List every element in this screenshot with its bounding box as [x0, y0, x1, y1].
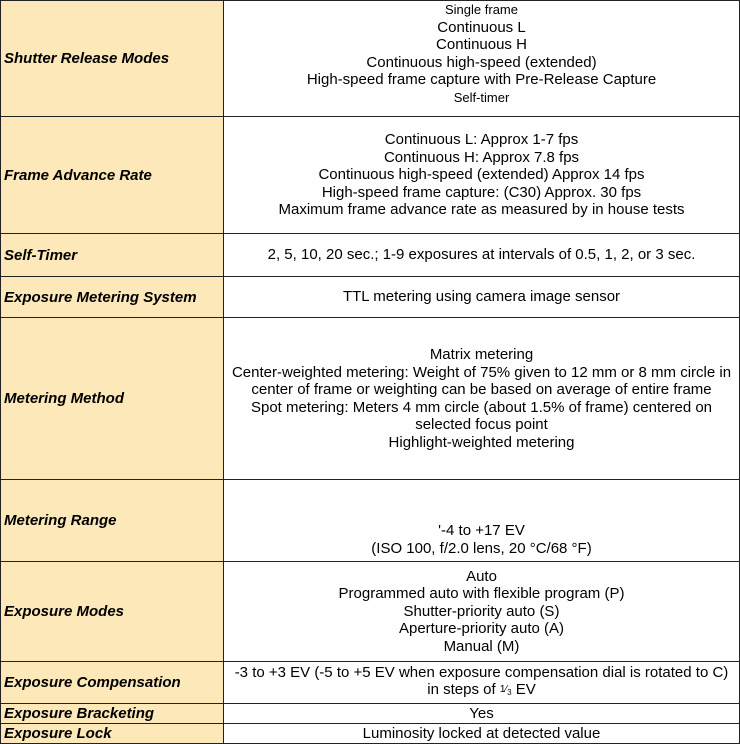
value-line: Center-weighted metering: Weight of 75% given to 12 mm or 8 mm circle in center of frame or weighting can be based on average of entire frame: [231, 363, 732, 398]
row-label: Metering Range: [1, 480, 224, 562]
row-label: Exposure Metering System: [1, 277, 224, 318]
row-label: Exposure Bracketing: [1, 704, 224, 724]
value-line: Yes: [469, 704, 494, 722]
value-line: High-speed frame capture with Pre-Release Capture: [306, 71, 657, 88]
value-line: TTL metering using camera image sensor: [342, 288, 621, 306]
row-label: Exposure Lock: [1, 724, 224, 744]
table-row: [1, 318, 740, 480]
value-line: Spot metering: Meters 4 mm circle (about 1.5% of frame) centered on selected focus point: [250, 398, 713, 433]
value-line: Maximum frame advance rate as measured by in house tests: [278, 201, 685, 219]
row-value: [224, 318, 740, 480]
fraction-denominator: 3: [507, 688, 512, 697]
value-line: Aperture-priority auto (A): [398, 620, 565, 638]
value-line: (ISO 100, f/2.0 lens, 20 °C/68 °F): [371, 539, 592, 557]
value-unit: EV: [515, 681, 536, 698]
table-row: [1, 1, 740, 117]
value-line: 2, 5, 10, 20 sec.; 1-9 exposures at intervals of 0.5, 1, 2, or 3 sec.: [267, 246, 696, 264]
row-label: Frame Advance Rate: [1, 117, 224, 234]
row-label: Exposure Compensation: [1, 662, 224, 704]
value-line: Continuous H: [436, 36, 527, 53]
row-label: Self-Timer: [1, 234, 224, 277]
table-row: [1, 277, 740, 318]
value-line: Programmed auto with flexible program (P): [338, 585, 625, 603]
row-label: Shutter Release Modes: [1, 1, 224, 117]
value-line: Highlight-weighted metering: [388, 433, 575, 451]
table-row: [1, 117, 740, 234]
row-value: [224, 662, 740, 704]
value-line: '-4 to +17 EV: [438, 522, 525, 539]
value-line: Shutter-priority auto (S): [403, 602, 560, 620]
value-line: Auto: [466, 567, 497, 585]
value-text: -3 to +3 EV (-5 to +5 EV when exposure compensation dial is rotated to C) in steps of: [234, 663, 729, 698]
table-row: [1, 562, 740, 662]
value-line: High-speed frame capture: (C30) Approx. 30 fps: [321, 183, 642, 201]
value-line: Continuous L: [437, 18, 526, 36]
value-line: Matrix metering: [429, 346, 534, 363]
row-value: [224, 480, 740, 562]
row-value: [224, 234, 740, 277]
value-line: Continuous H: Approx 7.8 fps: [383, 148, 580, 166]
value-line: Continuous high-speed (extended) Approx 14 fps: [318, 166, 645, 184]
row-label: Exposure Modes: [1, 562, 224, 662]
value-line: Continuous high-speed (extended): [366, 53, 597, 71]
fraction-numerator: 1: [499, 684, 506, 695]
row-value: [224, 562, 740, 662]
value-line: Self-timer: [453, 89, 510, 105]
table-row: [1, 662, 740, 704]
value-line: Manual (M): [443, 637, 520, 655]
row-value: [224, 277, 740, 318]
row-value: [224, 117, 740, 234]
row-value: [224, 704, 740, 724]
row-value: [224, 724, 740, 744]
table-row: [1, 724, 740, 744]
value-line: Continuous L: Approx 1-7 fps: [384, 131, 579, 149]
row-label: Metering Method: [1, 318, 224, 480]
table-row: [1, 234, 740, 277]
value-line: Luminosity locked at detected value: [362, 724, 601, 742]
table-row: [1, 480, 740, 562]
row-value: [224, 1, 740, 117]
table-row: [1, 704, 740, 724]
fraction: $1⁄_3$: [499, 684, 512, 697]
value-line: Single frame: [445, 2, 518, 17]
